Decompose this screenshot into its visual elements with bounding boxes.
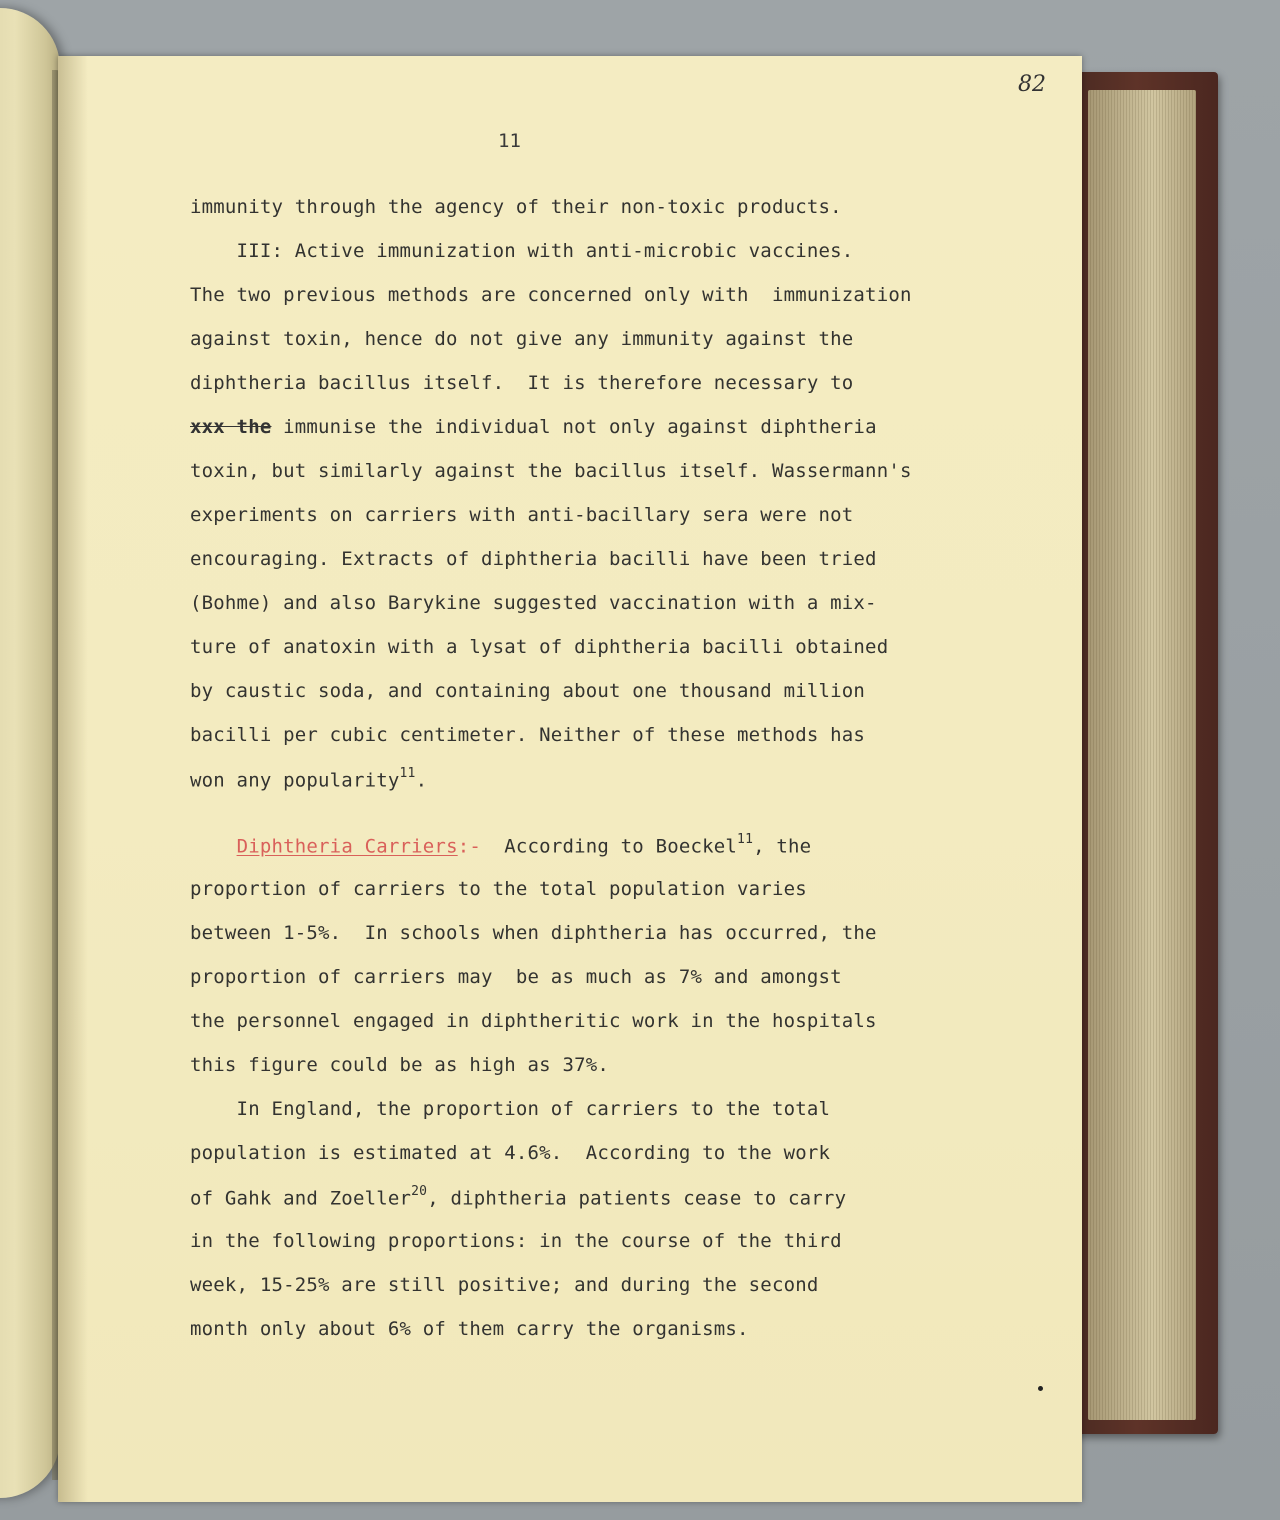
section-heading-diphtheria-carriers: Diphtheria Carriers	[236, 835, 458, 858]
text-line	[190, 416, 877, 438]
struck-out-text: xxx the	[190, 416, 272, 438]
text-fragment: .	[415, 769, 428, 792]
text-line: ture of anatoxin with a lysat of diphtheria bacilli obtained	[190, 636, 889, 658]
text-line: between 1-5%. In schools when diphtheria has occurred, the	[190, 922, 877, 944]
footnote-ref: 11	[399, 766, 416, 781]
text-line: (Bohme) and also Barykine suggested vaccination with a mix-	[190, 592, 877, 614]
text-line: week, 15-25% are still positive; and during the second	[190, 1274, 819, 1296]
text-line-rest: immunise the individual not only against diphtheria	[271, 416, 877, 438]
text-line: experiments on carriers with anti-bacillary sera were not	[190, 504, 854, 526]
page-block-shade	[1088, 90, 1196, 1420]
text-line: immunity through the agency of their non-toxic products.	[190, 196, 842, 218]
footnote-ref: 11	[737, 832, 754, 847]
footnote-ref: 20	[411, 1184, 428, 1199]
text-line	[190, 1186, 846, 1209]
page-number: 11	[498, 130, 521, 152]
text-fragment: of Gahk and Zoeller	[190, 1187, 412, 1210]
text-line: population is estimated at 4.6%. According to the work	[190, 1142, 831, 1164]
text-fragment: According to Boeckel	[480, 835, 738, 858]
page-gutter-shadow	[58, 56, 88, 1502]
text-line: against toxin, hence do not give any immunity against the	[190, 328, 854, 350]
left-page-curl	[0, 8, 60, 1498]
text-line: proportion of carriers may be as much as 7% and amongst	[190, 966, 842, 988]
text-line: by caustic soda, and containing about one thousand million	[190, 680, 866, 702]
section-heading-line	[190, 834, 811, 857]
text-line: In England, the proportion of carriers to the total	[190, 1098, 831, 1120]
text-line: this figure could be as high as 37%.	[190, 1054, 610, 1076]
text-line: month only about 6% of them carry the organisms.	[190, 1318, 749, 1340]
text-line: bacilli per cubic centimeter. Neither of these methods has	[190, 724, 866, 746]
text-line: the personnel engaged in diphtheritic work in the hospitals	[190, 1010, 877, 1032]
text-line: The two previous methods are concerned only with immunization	[190, 284, 912, 306]
ink-dot	[1038, 1386, 1043, 1391]
folio-number: 82	[1018, 72, 1046, 97]
text-line: diphtheria bacillus itself. It is therefore necessary to	[190, 372, 854, 394]
indent	[190, 835, 237, 857]
text-line: proportion of carriers to the total population varies	[190, 878, 807, 900]
text-line	[190, 768, 427, 791]
text-line: III: Active immunization with anti-microbic vaccines.	[190, 240, 854, 262]
text-line: in the following proportions: in the course of the third	[190, 1230, 842, 1252]
text-fragment: won any popularity	[190, 769, 400, 792]
text-line: toxin, but similarly against the bacillus itself. Wassermann's	[190, 460, 912, 482]
heading-colon: :-	[457, 835, 481, 858]
text-fragment: , diphtheria patients cease to carry	[427, 1187, 847, 1210]
text-fragment: , the	[753, 835, 812, 858]
text-line: encouraging. Extracts of diphtheria bacilli have been tried	[190, 548, 877, 570]
